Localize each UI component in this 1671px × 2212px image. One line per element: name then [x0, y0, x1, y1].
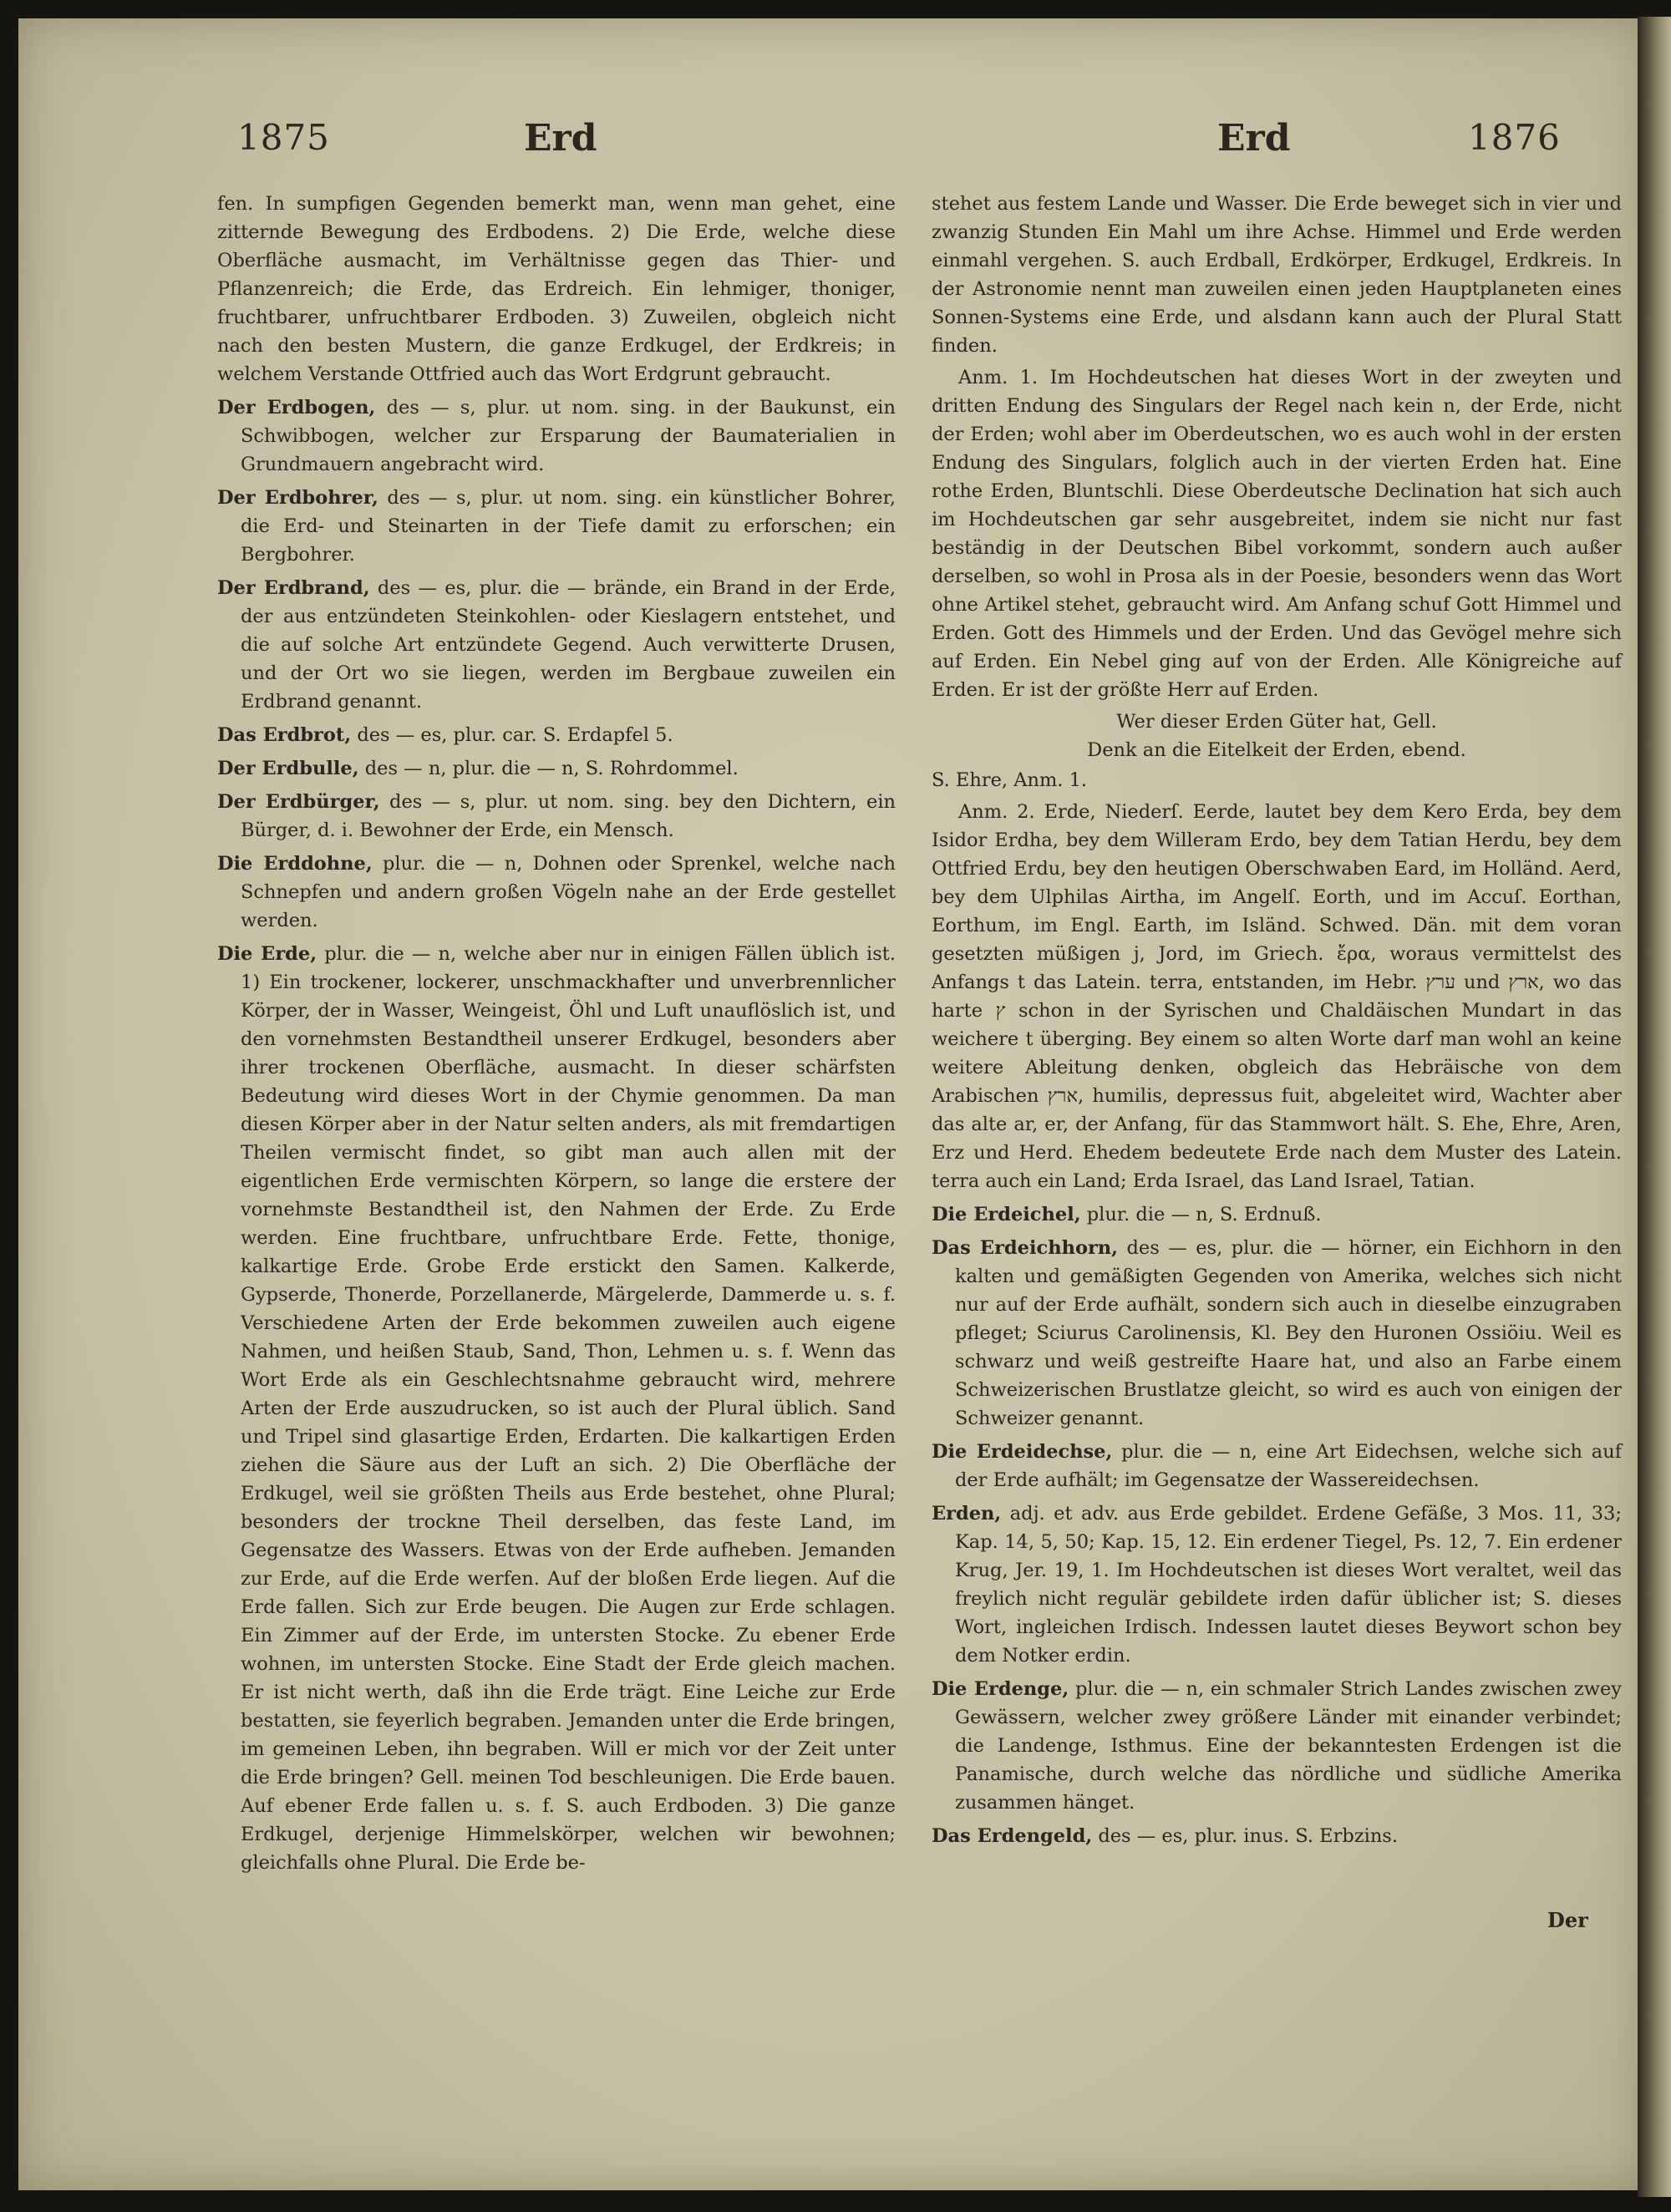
- dictionary-entry: [217, 754, 896, 783]
- entry-headword: Die Erde,: [217, 943, 317, 965]
- entry-headword: Der Erdbohrer,: [217, 487, 378, 509]
- book-page: [18, 18, 1648, 2190]
- right-page-number: 1876: [1468, 117, 1561, 158]
- entry-text: des — s, plur. ut nom. sing. bey den Dichtern, ein Bürger, d. i. Bewohner der Erde, ein Mensch.: [241, 791, 896, 841]
- entry-text: plur. die — n, ein schmaler Strich Landes zwischen zwey Gewässern, welcher zwey größere Länder mit einander verbindet; die Landenge, Isthmus. Eine der bekanntesten Erdengen ist die Panamische, durch welche das nördliche und südliche Amerika zusammen hänget.: [955, 1678, 1622, 1814]
- entry-headword: Die Erdeidechse,: [932, 1441, 1113, 1463]
- left-running-head: Erd: [524, 117, 597, 160]
- continuation-text: fen. In sumpfigen Gegenden bemerkt man, wenn man gehet, eine zitternde Bewegung des Erdbodens. 2) Die Erde, welche diese Oberfläche ausmacht, im Verhältnisse gegen das Thier- und Pflanzenreich; die Erde, das Erdreich. Ein lehmiger, thoniger, fruchtbarer, unfruchtbarer Erdboden. 3) Zuweilen, obgleich nicht nach den besten Mustern, die ganze Erdkugel, der Erdkreis; in welchem Verstande Ottfried auch das Wort Erdgrunt gebraucht.: [217, 193, 896, 385]
- dictionary-entry: [932, 1822, 1622, 1850]
- entry-text: des — es, plur. die — hörner, ein Eichhorn in den kalten und gemäßigten Gegenden von Amerika, welches sich nicht nur auf der Erde aufhält, sondern sich auch in dieselbe einzugraben pfleget; Sciurus Carolinensis, Kl. Bey den Huronen Ossiöiu. Weil es schwarz und weiß gestreifte Haare hat, und also an Farbe einem Schweizerischen Brustlatze gleicht, so wird es auch von einigen der Schweizer genannt.: [955, 1237, 1623, 1429]
- entry-text: plur. die — n, welche aber nur in einigen Fällen üblich ist. 1) Ein trockener, lockerer, unschmackhafter und unverbrennlicher Körper, der in Wasser, Weingeist, Öhl und Luft unauflöslich ist, und den vornehmsten Bestandtheil unserer Erdkugel, besonders aber ihrer trockenen Oberfläche, ausmacht. In dieser schärfsten Bedeutung wird dieses Wort in der Chymie genommen. Da man diesen Körper aber in der Natur selten anders, als mit fremdartigen Theilen vermischt findet, so gibt man auch allen mit der eigentlichen Erde vermischten Körpern, so lange die erstere der vornehmste Bestandtheil ist, den Nahmen der Erde. Zu Erde werden. Eine fruchtbare, unfruchtbare Erde. Fette, thonige, kalkartige Erde. Grobe Erde erstickt den Samen. Kalkerde, Gypserde, Thonerde, Porzellanerde, Märgelerde, Dammerde u. s. f. Verschiedene Arten der Erde bekommen zuweilen auch eigene Nahmen, und heißen Staub, Sand, Thon, Lehmen u. s. f. Wenn das Wort Erde als ein Geschlechtsnahme gebraucht wird, mehrere Arten der Erde auszudrucken, so ist auch der Plural üblich. Sand und Tripel sind glasartige Erden, Erdarten. Die kalkartigen Erden ziehen die Säure aus der Luft an sich. 2) Die Oberfläche der Erdkugel, weil sie größten Theils aus Erde bestehet, ohne Plural; besonders der trockne Theil derselben, das feste Land, im Gegensatze des Wassers. Etwas von der Erde aufheben. Jemanden zur Erde, auf die Erde werfen. Auf der bloßen Erde liegen. Auf die Erde fallen. Sich zur Erde beugen. Die Augen zur Erde schlagen. Ein Zimmer auf der Erde, im untersten Stocke. Zu ebener Erde wohnen, im untersten Stocke. Eine Stadt der Erde gleich machen. Er ist nicht werth, daß ihn die Erde trägt. Eine Leiche zur Erde bestatten, sie feyerlich begraben. Jemanden unter die Erde bringen, im gemeinen Leben, ihn begraben. Will er mich vor der Zeit unter die Erde bringen? Gell. meinen Tod beschleunigen. Die Erde bauen. Auf ebener Erde fallen u. s. f. S. auch Erdboden. 3) Die ganze Erdkugel, derjenige Himmelskörper, welchen wir bewohnen; gleichfalls ohne Plural. Die Erde be-: [241, 943, 896, 1874]
- annotation-paragraph: Anm. 2. Erde, Niederſ. Eerde, lautet bey dem Kero Erda, bey dem Isidor Erdha, bey dem Willeram Erdo, bey dem Tatian Herdu, bey dem Ottfried Erdu, bey den heutigen Oberschwaben Eard, im Holländ. Aerd, bey dem Ulphilas Airtha, im Angelſ. Eorth, und im Accuſ. Eorthan, Eorthum, im Engl. Earth, im Isländ. Schwed. Dän. mit dem voran gesetzten müßigen j, Jord, im Griech. ἔρα, woraus vermittelst des Anfangs t das Latein. terra, entstanden, im Hebr. ערץ und ארץ, wo das harte ץ schon in der Syrischen und Chaldäischen Mundart in das weichere t überging. Bey einem so alten Worte darf man wohl an keine weitere Ableitung denken, obgleich das Hebräische von dem Arabischen ארץ, humilis, depressus fuit, abgeleitet wird, Wachter aber das alte ar, er, der Anfang, für das Stammwort hält. S. Ehe, Ehre, Aren, Erz und Herd. Ehedem bedeutete Erde nach dem Muster des Latein. terra auch ein Land; Erda Israel, das Land Israel, Tatian.: [932, 801, 1622, 1192]
- left-page-number: 1875: [237, 117, 330, 158]
- entry-headword: Der Erdbrand,: [217, 577, 370, 599]
- entry-headword: Die Erdeichel,: [932, 1204, 1081, 1225]
- entry-text: des — n, plur. die — n, S. Rohrdommel.: [364, 758, 739, 779]
- dictionary-entry: [932, 1675, 1622, 1817]
- entry-text: des — s, plur. ut nom. sing. in der Baukunst, ein Schwibbogen, welcher zur Ersparung der Baumaterialien in Grundmauern angebracht wird.: [241, 397, 896, 475]
- next-page-edge: [1638, 17, 1671, 2197]
- entry-headword: Der Erdbulle,: [217, 758, 359, 779]
- entry-headword: Das Erdbrot,: [217, 724, 352, 746]
- dictionary-entry: [932, 1234, 1622, 1433]
- dictionary-entry: [217, 393, 896, 479]
- entry-text: des — s, plur. ut nom. sing. ein künstlicher Bohrer, die Erd- und Steinarten in der Tiefe damit zu erforschen; ein Bergbohrer.: [241, 487, 896, 566]
- entry-headword: Die Erdenge,: [932, 1678, 1069, 1700]
- verse-quote: Wer dieser Erden Güter hat, Gell.: [1116, 711, 1437, 733]
- entry-headword: Das Erdengeld,: [932, 1825, 1093, 1847]
- dictionary-entry: [217, 574, 896, 716]
- entry-text: des — es, plur. inus. S. Erbzins.: [1098, 1825, 1399, 1847]
- dictionary-entry: [932, 1499, 1622, 1670]
- entry-text: plur. die — n, eine Art Eidechsen, welche sich auf der Erde aufhält; im Gegensatze der Wassereidechsen.: [955, 1441, 1623, 1491]
- dictionary-entry: [932, 1200, 1622, 1229]
- entry-headword: Die Erddohne,: [217, 853, 373, 875]
- entry-text: des — es, plur. die — brände, ein Brand in der Erde, der aus entzündeten Steinkohlen- oder Kieslagern entstehet, und die auf solche Art entzündete Gegend. Auch verwitterte Drusen, und der Ort wo sie liegen, werden im Bergbaue zuweilen ein Erdbrand genannt.: [241, 577, 896, 713]
- cross-reference: S. Ehre, Anm. 1.: [932, 769, 1088, 791]
- entry-headword: Der Erdbürger,: [217, 791, 380, 813]
- entry-text: plur. die — n, S. Erdnuß.: [1086, 1204, 1322, 1225]
- catchword: Der: [1547, 1908, 1588, 1932]
- entry-text: plur. die — n, Dohnen oder Sprenkel, welche nach Schnepfen und andern großen Vögeln nahe an der Erde gestellet werden.: [241, 853, 896, 931]
- dictionary-entry: [217, 721, 896, 749]
- verse-quote: Denk an die Eitelkeit der Erden, ebend.: [1087, 739, 1466, 761]
- right-running-head: Erd: [1217, 117, 1291, 160]
- annotation-paragraph: Anm. 1. Im Hochdeutschen hat dieses Wort in der zweyten und dritten Endung des Singulars der Regel nach kein n, der Erde, nicht der Erden; wohl aber im Oberdeutschen, wo es auch wohl in der ersten Endung des Singulars, folglich auch in der vierten Erden hat. Eine rothe Erden, Bluntschli. Diese Oberdeutsche Declination hat sich auch im Hochdeutschen gar sehr ausgebreitet, indem sie nicht nur fast beständig in der Deutschen Bibel vorkommt, sondern auch außer derselben, so wohl in Prosa als in der Poesie, besonders wenn das Wort ohne Artikel stehet, gebraucht wird. Am Anfang schuf Gott Himmel und Erden. Gott des Himmels und der Erden. Und das Gevögel mehre sich auf Erden. Ein Nebel ging auf von der Erden. Alle Königreiche auf Erden. Er ist der größte Herr auf Erden.: [932, 367, 1622, 701]
- dictionary-entry: [217, 940, 896, 1877]
- entry-headword: Erden,: [932, 1503, 1002, 1525]
- continuation-text: stehet aus festem Lande und Wasser. Die Erde beweget sich in vier und zwanzig Stunden Ein Mahl um ihre Achse. Himmel und Erde werden einmahl vergehen. S. auch Erdball, Erdkörper, Erdkugel, Erdkreis. In der Astronomie nennt man zuweilen einen jeden Hauptplaneten eines Sonnen-Systems eine Erde, und alsdann kann auch der Plural Statt finden.: [932, 193, 1622, 357]
- entry-text: des — es, plur. car. S. Erdapfel 5.: [357, 724, 673, 746]
- right-column: [932, 190, 1622, 1854]
- entry-text: adj. et adv. aus Erde gebildet. Erdene Gefäße, 3 Mos. 11, 33; Kap. 14, 5, 50; Kap. 15, 12. Ein erdener Tiegel, Ps. 12, 7. Ein erdener Krug, Jer. 19, 1. Im Hochdeutschen ist dieses Wort veraltet, weil das freylich nicht regulär gebildete irden dafür üblicher ist; S. dieses Wort, ingleichen Irdisch. Indessen lautet dieses Beywort schon bey dem Notker erdin.: [955, 1503, 1623, 1667]
- dictionary-entry: [217, 850, 896, 935]
- dictionary-entry: [217, 484, 896, 569]
- dictionary-entry: [932, 1438, 1622, 1494]
- dictionary-entry: [217, 788, 896, 845]
- entry-headword: Das Erdeichhorn,: [932, 1237, 1118, 1259]
- left-column: [217, 190, 896, 1880]
- page-header: [18, 117, 1648, 175]
- entry-headword: Der Erdbogen,: [217, 397, 376, 419]
